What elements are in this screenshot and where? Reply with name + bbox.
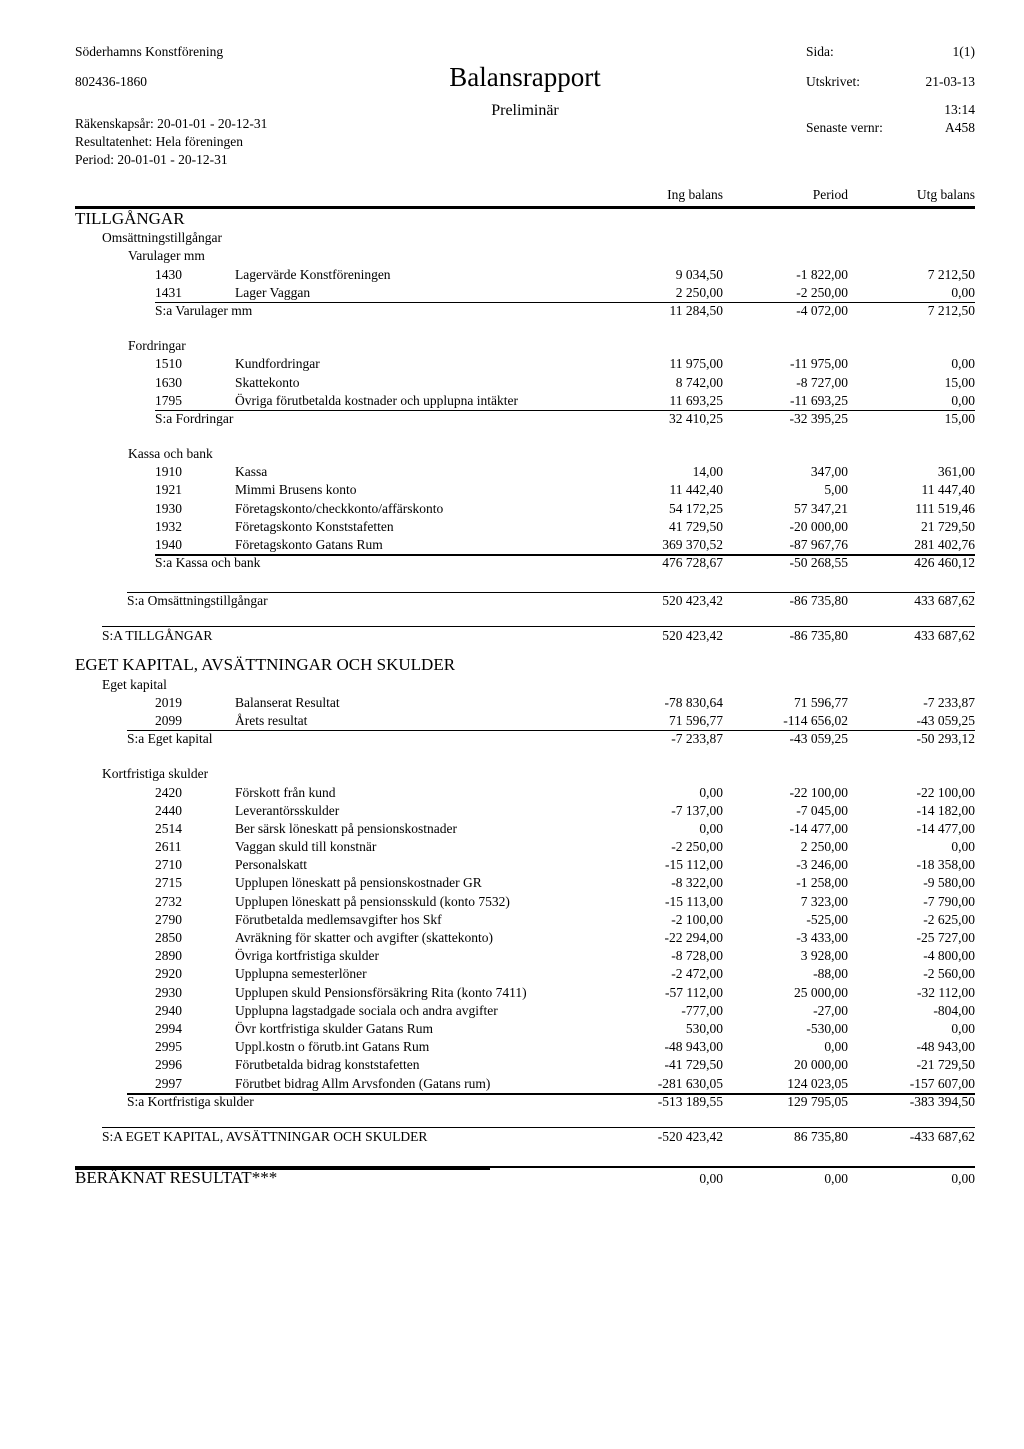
account-row [75,856,975,874]
utg-balans-value: -2 625,00 [923,911,975,927]
account-number: 2732 [155,893,182,909]
utg-balans-value: 0,00 [951,392,975,408]
period-value: -7 045,00 [796,802,848,818]
ing-balans-value: 0,00 [699,1170,723,1186]
account-number: 2920 [155,966,182,982]
ing-balans-value: -15 113,00 [665,893,723,909]
col-header-utg-balans: Utg balans [916,187,975,202]
account-row [75,712,975,730]
account-name: Upplupen löneskatt på pensionsskuld (konto 7532) [235,893,510,909]
sum-row [75,410,975,428]
account-name: Balanserat Resultat [235,694,340,710]
section-heading [75,655,975,675]
account-number: 2930 [155,984,182,1000]
group-heading [75,765,975,783]
calculated-result-row-label: BERÄKNAT RESULTAT*** [75,1167,278,1187]
account-number: 1932 [155,518,182,534]
account-row [75,518,975,536]
period-value: 129 795,05 [787,1093,848,1109]
ing-balans-value: -22 294,00 [664,930,723,945]
ing-balans-value: 520 423,42 [662,628,723,644]
sum-row [75,592,975,610]
ing-balans-value: -2 472,00 [671,966,723,982]
ing-balans-value: 0,00 [699,784,723,800]
period-value: -14 477,00 [789,820,848,836]
printed-label: Utskrivet: [806,74,860,89]
col-header-ing-balans: Ing balans [667,187,723,202]
ing-balans-value: 11 693,25 [669,392,723,408]
utg-balans-value: 21 729,50 [921,518,975,534]
utg-balans-value: -22 100,00 [916,784,975,800]
spacer-row [75,572,975,592]
ing-balans-value: 530,00 [685,1020,723,1036]
spacer-row [75,748,975,765]
period-value: 57 347,21 [794,500,848,516]
account-row [75,1038,975,1056]
period-value: -43 059,25 [789,731,848,747]
period-value: -87 967,76 [789,537,848,552]
account-name: Företagskonto Konststafetten [235,518,394,534]
group-heading-label: Kortfristiga skulder [102,766,209,782]
account-name: Upplupna lagstadgade sociala och andra avgifter [235,1002,498,1018]
rule-line [155,302,975,303]
utg-balans-value: -804,00 [933,1002,975,1018]
account-name: Personalskatt [235,857,307,873]
ing-balans-value: -78 830,64 [664,694,723,710]
ing-balans-value: -2 100,00 [671,911,723,927]
rule-line [155,410,975,411]
period-value: 347,00 [810,464,848,480]
account-name: Ber särsk löneskatt på pensionskostnader [235,820,457,836]
account-row [75,983,975,1001]
grand-total-row [75,626,975,645]
account-number: 2715 [155,875,182,891]
utg-balans-value: -2 560,00 [923,966,975,982]
sum-row [75,1093,975,1111]
ing-balans-value: 0,00 [699,820,723,836]
rule-line [155,554,975,556]
account-number: 1921 [155,482,182,498]
utg-balans-value: 111 519,46 [915,500,975,516]
utg-balans-value: 0,00 [951,1170,975,1186]
utg-balans-value: -7 790,00 [923,893,975,909]
page-label: Sida: [806,44,834,59]
ing-balans-value: 369 370,52 [662,537,723,552]
section-heading-label: TILLGÅNGAR [75,209,185,228]
utg-balans-value: 15,00 [944,374,975,390]
account-row [75,820,975,838]
utg-balans-value: -25 727,00 [916,930,975,945]
rule-line [102,1127,975,1128]
ing-balans-value: 8 742,00 [675,374,723,390]
result-unit: Resultatenhet: Hela föreningen [75,134,243,149]
utg-balans-value: 0,00 [951,1020,975,1036]
utg-balans-value: 15,00 [944,410,975,426]
spacer-row [75,1111,975,1127]
rule-line [102,626,975,627]
utg-balans-value: 426 460,12 [914,555,975,571]
ing-balans-value: 476 728,67 [662,555,723,571]
utg-balans-value: 433 687,62 [914,628,975,644]
ing-balans-value: -281 630,05 [657,1075,723,1091]
account-number: 2850 [155,930,182,945]
report-body [75,209,975,1188]
account-row [75,536,975,554]
account-row [75,874,975,892]
account-name: Avräkning för skatter och avgifter (skattekonto) [235,930,494,945]
account-name: Upplupen skuld Pensionsförsäkring Rita (konto 7411) [235,984,527,1000]
period-value: -2 250,00 [796,284,848,300]
column-header-row [75,184,975,209]
account-name: Mimmi Brusens konto [235,482,357,498]
ing-balans-value: 520 423,42 [662,593,723,609]
spacer-row [75,320,975,337]
account-row [75,355,975,373]
period-value: -8 727,00 [796,374,848,390]
fiscal-year: Räkenskapsår: 20-01-01 - 20-12-31 [75,116,268,131]
account-number: 1430 [155,266,182,282]
period-value: 5,00 [824,482,848,498]
ing-balans-value: 11 284,50 [669,302,723,318]
utg-balans-value: -21 729,50 [916,1057,975,1073]
subgroup-heading-label: Varulager mm [128,248,205,264]
period-value: -50 268,55 [789,555,848,571]
period-value: -22 100,00 [789,784,848,800]
account-number: 2940 [155,1002,182,1018]
sum-row [75,554,975,572]
account-number: 2996 [155,1057,182,1073]
ing-balans-value: 14,00 [692,464,723,480]
period-value: 2 250,00 [800,839,848,855]
account-row [75,1020,975,1038]
period-value: -1 258,00 [796,875,848,891]
utg-balans-value: -433 687,62 [909,1128,975,1144]
account-name: Leverantörsskulder [235,802,340,818]
subgroup-heading-label: Fordringar [128,338,186,354]
report-header [75,44,975,194]
account-name: Förutbetalda bidrag konststafetten [235,1057,420,1073]
period-value: -88,00 [813,966,848,982]
sum-row-label: S:a Varulager mm [155,302,253,318]
calculated-result-row [75,1166,975,1188]
account-name: Uppl.kostn o förutb.int Gatans Rum [235,1039,430,1055]
account-name: Övriga förutbetalda kostnader och upplupna intäkter [235,392,519,408]
account-number: 1940 [155,537,182,552]
utg-balans-value: -43 059,25 [916,712,975,728]
account-name: Kassa [235,464,268,480]
grand-total-row-label: S:A TILLGÅNGAR [102,628,213,644]
utg-balans-value: -50 293,12 [916,731,975,747]
vernr-value: A458 [945,120,975,135]
period-value: -4 072,00 [796,302,848,318]
ing-balans-value: -57 112,00 [665,984,723,1000]
account-number: 2790 [155,911,182,927]
vernr-label: Senaste vernr: [806,120,883,135]
period-value: 20 000,00 [794,1057,848,1073]
utg-balans-value: -383 394,50 [909,1093,975,1109]
period-value: 0,00 [824,1039,848,1055]
ing-balans-value: -7 137,00 [671,802,723,818]
account-number: 1930 [155,500,182,516]
utg-balans-value: 361,00 [937,464,975,480]
utg-balans-value: -157 607,00 [909,1075,975,1091]
period-value: -86 735,80 [789,628,848,644]
account-number: 2019 [155,694,182,710]
ing-balans-value: -2 250,00 [671,839,723,855]
utg-balans-value: -9 580,00 [923,875,975,891]
ing-balans-value: -48 943,00 [664,1039,723,1055]
account-row [75,802,975,820]
account-number: 1910 [155,464,182,480]
ing-balans-value: -8 728,00 [671,948,723,964]
group-heading-label: Eget kapital [102,676,167,692]
sum-row [75,302,975,320]
period-value: -20 000,00 [789,518,848,534]
period-value: -27,00 [813,1002,848,1018]
period-value: 7 323,00 [800,893,848,909]
spacer-row [75,610,975,626]
account-number: 2995 [155,1039,182,1055]
utg-balans-value: -32 112,00 [917,984,975,1000]
utg-balans-value: -7 233,87 [923,694,975,710]
account-row [75,1074,975,1092]
utg-balans-value: 0,00 [951,284,975,300]
ing-balans-value: 41 729,50 [669,518,723,534]
utg-balans-value: 0,00 [951,839,975,855]
ing-balans-value: 11 442,40 [669,482,723,498]
page-value: 1(1) [952,44,975,59]
sum-row-label: S:a Fordringar [155,410,234,426]
account-row [75,265,975,283]
account-row [75,499,975,517]
section-heading [75,209,975,229]
utg-balans-value: -14 477,00 [916,820,975,836]
period-value: -525,00 [806,911,848,927]
period-value: -11 693,25 [790,392,848,408]
account-row [75,392,975,410]
col-header-period: Period [812,187,848,202]
report-period: Period: 20-01-01 - 20-12-31 [75,152,228,167]
account-number: 2611 [155,839,182,855]
period-value: -530,00 [806,1020,848,1036]
utg-balans-value: -48 943,00 [916,1039,975,1055]
ing-balans-value: 32 410,25 [669,410,723,426]
subgroup-heading [75,445,975,463]
account-row [75,463,975,481]
utg-balans-value: -4 800,00 [923,948,975,964]
ing-balans-value: -520 423,42 [657,1128,723,1144]
ing-balans-value: -15 112,00 [665,857,723,873]
account-number: 2994 [155,1020,182,1036]
utg-balans-value: 7 212,50 [927,266,975,282]
spacer-row [75,428,975,445]
account-row [75,911,975,929]
sum-row-label: S:a Eget kapital [127,731,213,747]
period-value: -32 395,25 [789,410,848,426]
account-number: 2997 [155,1075,182,1091]
utg-balans-value: 433 687,62 [914,593,975,609]
company-name: Söderhamns Konstförening [75,44,224,59]
spacer-row [75,1146,975,1166]
period-value: 25 000,00 [794,984,848,1000]
period-value: 86 735,80 [794,1128,848,1144]
org-number: 802436-1860 [75,74,147,89]
utg-balans-value: 0,00 [951,356,975,372]
account-number: 1630 [155,374,182,390]
account-row [75,373,975,391]
account-row [75,947,975,965]
account-name: Kundfordringar [235,356,320,372]
group-heading [75,675,975,693]
account-number: 2890 [155,948,182,964]
ing-balans-value: -8 322,00 [671,875,723,891]
account-name: Skattekonto [235,374,300,390]
account-row [75,929,975,947]
account-name: Upplupna semesterlöner [235,966,367,982]
account-row [75,1002,975,1020]
utg-balans-value: -18 358,00 [916,857,975,873]
period-value: -114 656,02 [783,712,848,728]
report-subtitle: Preliminär [491,102,559,119]
account-name: Företagskonto Gatans Rum [235,537,383,552]
account-name: Lager Vaggan [235,284,311,300]
utg-balans-value: 281 402,76 [914,537,975,552]
account-name: Lagervärde Konstföreningen [235,266,391,282]
section-heading-label: EGET KAPITAL, AVSÄTTNINGAR OCH SKULDER [75,655,456,675]
period-value: -11 975,00 [790,356,848,372]
account-row [75,965,975,983]
period-value: -3 246,00 [796,857,848,873]
spacer-row [75,645,975,655]
period-value: 124 023,05 [787,1075,848,1091]
account-name: Förskott från kund [235,784,336,800]
utg-balans-value: 7 212,50 [927,302,975,318]
sum-row-label: S:a Omsättningstillgångar [127,593,268,609]
account-name: Årets resultat [235,712,308,728]
account-name: Övriga kortfristiga skulder [235,948,379,964]
account-name: Förutbet bidrag Allm Arvsfonden (Gatans rum) [235,1075,491,1091]
group-heading-label: Omsättningstillgångar [102,230,222,246]
ing-balans-value: -777,00 [681,1002,723,1018]
utg-balans-value: -14 182,00 [916,802,975,818]
period-value: 3 928,00 [800,948,848,964]
subgroup-heading-label: Kassa och bank [128,446,213,462]
ing-balans-value: 2 250,00 [675,284,723,300]
period-value: -1 822,00 [796,266,848,282]
ing-balans-value: 11 975,00 [669,356,723,372]
account-number: 1510 [155,356,182,372]
group-heading [75,229,975,247]
ing-balans-value: 9 034,50 [675,266,723,282]
account-number: 1795 [155,392,182,408]
account-name: Upplupen löneskatt på pensionskostnader GR [235,875,482,891]
account-name: Förutbetalda medlemsavgifter hos Skf [235,911,442,927]
account-number: 2710 [155,857,182,873]
account-name: Övr kortfristiga skulder Gatans Rum [235,1020,433,1036]
utg-balans-value: 11 447,40 [921,482,975,498]
account-row [75,284,975,302]
period-value: -3 433,00 [796,930,848,945]
account-number: 2514 [155,820,182,836]
sum-row-label: S:a Kortfristiga skulder [127,1093,254,1109]
account-number: 2440 [155,802,182,818]
subgroup-heading [75,247,975,265]
report-title: Balansrapport [449,62,601,92]
sum-row [75,730,975,748]
ing-balans-value: -513 189,55 [657,1093,723,1109]
account-row [75,481,975,499]
sum-row-label: S:a Kassa och bank [155,555,261,571]
period-value: 0,00 [824,1170,848,1186]
account-name: Vaggan skuld till konstnär [235,839,377,855]
account-row [75,1056,975,1074]
account-row [75,892,975,910]
ing-balans-value: -41 729,50 [664,1057,723,1073]
grand-total-row-label: S:A EGET KAPITAL, AVSÄTTNINGAR OCH SKULDER [102,1128,428,1144]
account-row [75,838,975,856]
grand-total-row [75,1127,975,1146]
subgroup-heading [75,337,975,355]
account-number: 2420 [155,784,182,800]
ing-balans-value: 71 596,77 [669,712,723,728]
period-value: 71 596,77 [794,694,848,710]
period-value: -86 735,80 [789,593,848,609]
account-number: 1431 [155,284,182,300]
account-row [75,783,975,801]
account-row [75,694,975,712]
printed-time: 13:14 [944,102,975,117]
ing-balans-value: -7 233,87 [671,731,723,747]
printed-date: 21-03-13 [925,74,975,89]
account-name: Företagskonto/checkkonto/affärskonto [235,500,444,516]
account-number: 2099 [155,712,182,728]
ing-balans-value: 54 172,25 [669,500,723,516]
